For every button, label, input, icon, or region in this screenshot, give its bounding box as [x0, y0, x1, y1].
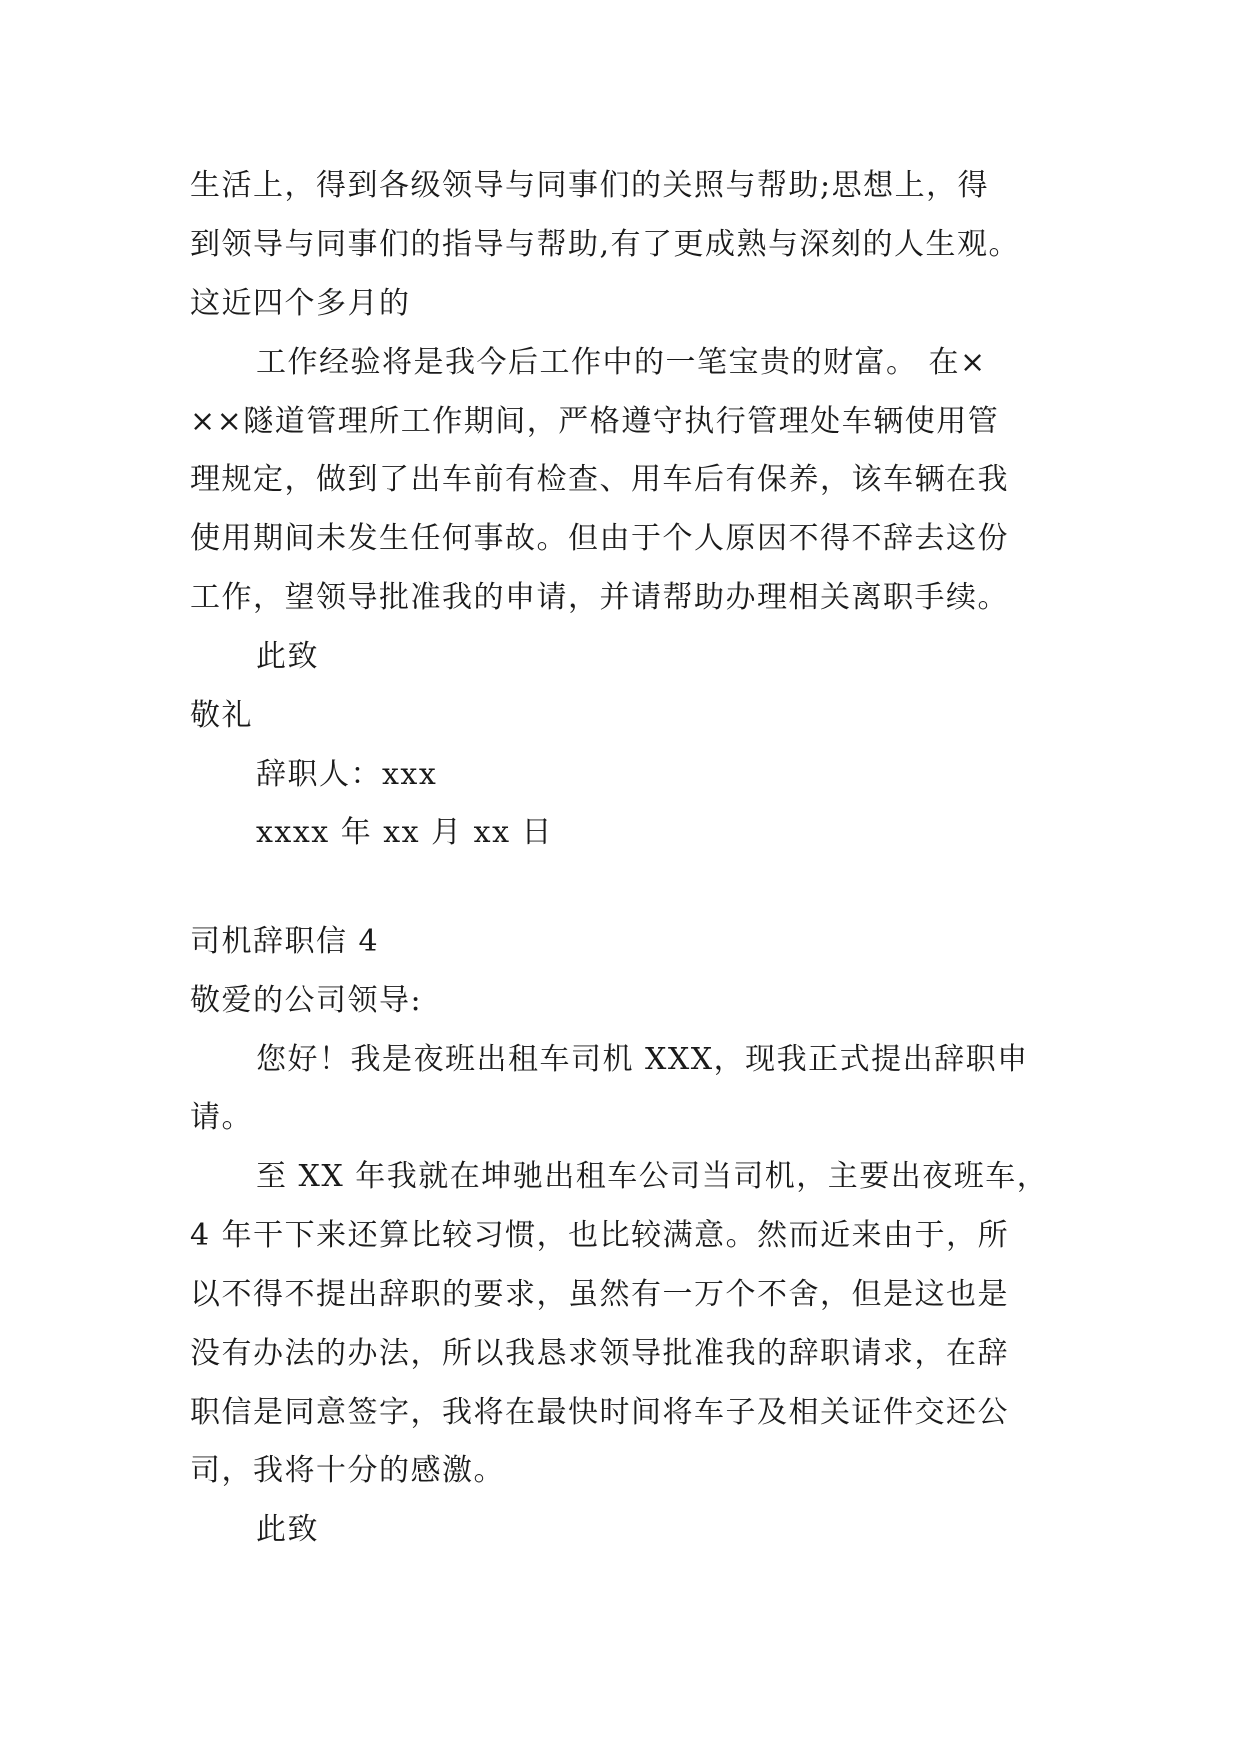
- body-line: 至 XX 年我就在坤驰出租车公司当司机，主要出夜班车，: [256, 1159, 1049, 1194]
- section-title: 司机辞职信 4: [190, 924, 380, 959]
- closing-line: 此致: [256, 639, 319, 674]
- date-line: xxxx 年 xx 月 xx 日: [256, 815, 554, 850]
- body-line: 4 年干下来还算比较习惯，也比较满意。然而近来由于，所: [190, 1218, 1010, 1253]
- body-line: 没有办法的办法，所以我恳求领导批准我的辞职请求，在辞: [190, 1336, 1009, 1371]
- salutation-line: 敬礼: [190, 698, 253, 733]
- greeting-line: 敬爱的公司领导:: [190, 983, 423, 1018]
- body-line: 理规定，做到了出车前有检查、用车后有保养，该车辆在我: [190, 462, 1009, 497]
- body-line: 使用期间未发生任何事故。但由于个人原因不得不辞去这份: [190, 521, 1009, 556]
- body-line: 您好！我是夜班出租车司机 XXX，现我正式提出辞职申: [256, 1042, 1029, 1077]
- closing-line: 此致: [256, 1512, 319, 1547]
- body-line: 职信是同意签字，我将在最快时间将车子及相关证件交还公: [190, 1395, 1009, 1430]
- body-line: 以不得不提出辞职的要求，虽然有一万个不舍，但是这也是: [190, 1277, 1009, 1312]
- body-line: 到领导与同事们的指导与帮助,有了更成熟与深刻的人生观。: [190, 227, 1021, 262]
- body-line: 这近四个多月的: [190, 286, 411, 321]
- body-line: 司，我将十分的感激。: [190, 1453, 505, 1488]
- body-line: 工作经验将是我今后工作中的一笔宝贵的财富。 在×: [256, 345, 987, 380]
- body-line: 工作，望领导批准我的申请，并请帮助办理相关离职手续。: [190, 580, 1009, 615]
- signature-line: 辞职人：xxx: [256, 757, 438, 792]
- body-line: ××隧道管理所工作期间，严格遵守执行管理处车辆使用管: [190, 404, 1000, 439]
- body-line: 请。: [190, 1100, 253, 1135]
- body-line: 生活上，得到各级领导与同事们的关照与帮助;思想上，得: [190, 168, 990, 203]
